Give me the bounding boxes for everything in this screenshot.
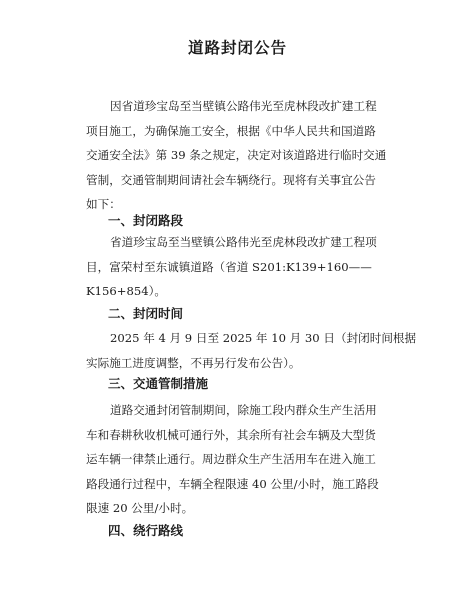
body-line: 车和春耕秋收机械可通行外，其余所有社会车辆及大型货 [86, 427, 376, 442]
body-line: 运车辆一律禁止通行。周边群众生产生活用车在进入施工 [86, 452, 376, 467]
intro-line: 管制，交通管制期间请社会车辆绕行。现将有关事宜公告 [86, 172, 376, 187]
intro-line: 如下： [86, 197, 121, 212]
body-line: 目，富荣村至东诚镇道路（省道 S201:K139+160—— [86, 259, 372, 274]
section-body-traffic-control [86, 398, 408, 521]
body-line: 2025 年 4 月 9 日至 2025 年 10 月 30 日（封闭时间根据 [110, 331, 417, 345]
section-body-closure-time [86, 326, 417, 375]
body-line: 限速 20 公里/小时。 [86, 501, 194, 516]
section-heading-closure-time: 二、封闭时间 [108, 306, 184, 321]
body-line: 实际施工进度调整，不再另行发布公告）。 [86, 355, 301, 370]
body-line: K156+854）。 [86, 284, 167, 299]
intro-paragraph [86, 94, 408, 217]
section-heading-closed-road: 一、封闭路段 [108, 213, 184, 228]
body-line: 路段通行过程中，车辆全程限速 40 公里/小时，施工路段 [86, 476, 379, 491]
page-title: 道路封闭公告 [187, 39, 287, 57]
section-body-closed-road [86, 230, 408, 304]
section-heading-traffic-control: 三、交通管制措施 [108, 376, 209, 391]
intro-line: 项目施工，为确保施工安全，根据《中华人民共和国道路 [86, 123, 376, 138]
intro-line: 因省道珍宝岛至当壁镇公路伟光至虎林段改扩建工程 [110, 99, 377, 113]
section-heading-detour-route: 四、绕行路线 [108, 523, 184, 538]
body-line: 道路交通封闭管制期间，除施工段内群众生产生活用 [110, 403, 377, 417]
intro-line: 交通安全法》第 39 条之规定，决定对该道路进行临时交通 [86, 148, 387, 163]
body-line: 省道珍宝岛至当壁镇公路伟光至虎林段改扩建工程项 [110, 235, 377, 249]
